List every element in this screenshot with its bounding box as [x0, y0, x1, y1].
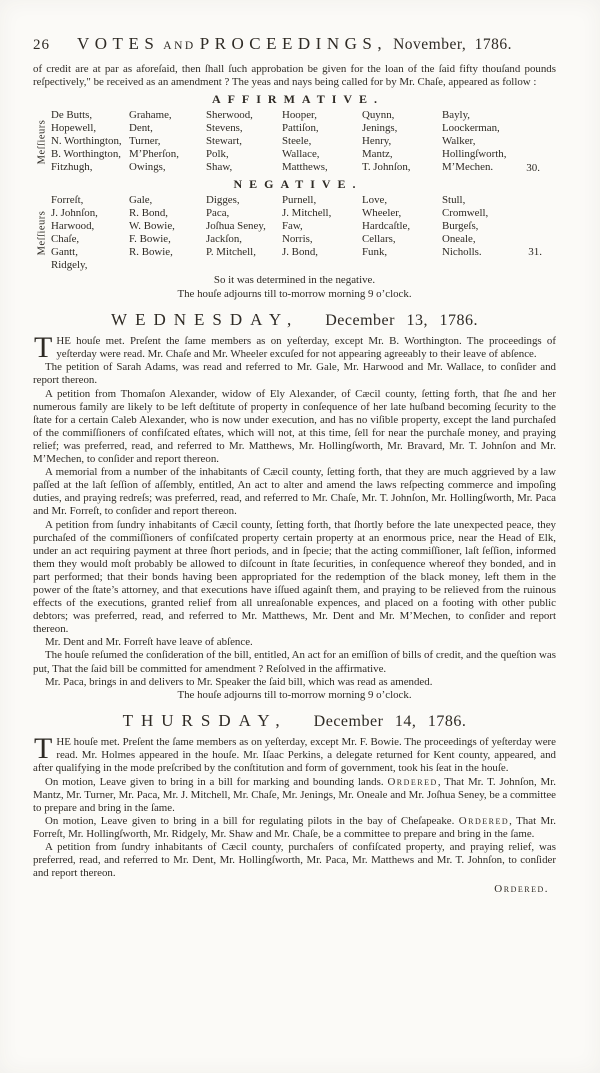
member-name: Chaſe,: [51, 233, 80, 246]
paragraph-text: A petition from ſundry inhabitants of Cæcil county, purchaſers of confiſcated property, and praying relief, was preferred, read, and referred to Mr. Dent, Mr. Hollingſworth, Mr. Paca, Mr. Matthews and Mr. T. Johnſon, to conſider and report thereon.: [33, 840, 556, 880]
drop-cap: T: [34, 331, 53, 365]
messieurs-label: Meſſieurs: [36, 119, 48, 165]
member-name: Stull,: [442, 194, 466, 207]
paragraph-text: HE houſe met. Preſent the ſame members as on yeſterday, except Mr. F. Bowie. The proceedings of yeſterday were read. Mr. Holmes appeared in the houſe. Mr. Iſaac Perkins, a delegate returned for Kent county, appeared, and after qualifying in the mode preſcribed by the conſtitution and form of government, took his ſeat in the houſe.: [33, 736, 556, 775]
member-name: Stevens,: [206, 122, 243, 135]
member-name: J. Mitchell,: [282, 207, 332, 220]
vote-column: [129, 194, 206, 272]
small-caps-text: Ordered: [458, 814, 510, 827]
member-name: Turner,: [129, 135, 161, 148]
paragraph: [33, 636, 556, 649]
member-name: Gale,: [129, 194, 153, 207]
member-name: B. Worthington,: [51, 148, 122, 161]
vote-column: [51, 109, 129, 174]
messieurs-label: Meſſieurs: [36, 210, 48, 256]
paragraph: [33, 331, 556, 365]
vote-column: [362, 194, 442, 272]
paragraph-text: HE houſe met. Preſent the ſame members as on yeſterday, except Mr. B. Worthington. The proceedings of yeſterday were read. Mr. Chaſe and Mr. Wheeler excuſed for not appearing agreeably to their leave of abſence.: [56, 335, 556, 361]
member-name: Digges,: [206, 194, 240, 207]
member-name: Quynn,: [362, 109, 395, 122]
member-name: Polk,: [206, 148, 229, 161]
member-name: Nicholls.: [442, 246, 482, 259]
member-name: Gantt,: [51, 246, 78, 259]
paragraph-text: , That Mr. T. Johnſon, Mr. Mantz, Mr. Turner, Mr. Paca, Mr. J. Mitchell, Mr. Chaſe, Mr. Jenings, Mr. Oneale and Mr. Joſhua Seney, be a committee to prepare and bring in the ſame.: [33, 775, 556, 814]
paragraph-text: A petition from Thomaſon Alexander, widow of Ely Alexander, of Cæcil county, ſetting forth, that ſhe and her numerous family are likely to be left deſtitute of property in conſequence of her late huſband becoming ſecurity to the ſtate for a certain Caleb Alexander, who is now under execution, and has no viſible property, except the land purchaſed of the commiſſioners of confiſcated eſtates, which will not, at this time, ſell for near the purchaſe money, and praying relief; was preferred, read, and referred to Mr. Matthews, Mr. Hollingſworth, Mr. Bravard, Mr. T. Johnſon and Mr. M’Mechen, to conſider and report thereon.: [33, 387, 556, 466]
vote-column: [206, 194, 282, 272]
wednesday-heading: [33, 310, 556, 330]
vote-column: [206, 109, 282, 174]
member-name: Henry,: [362, 135, 392, 148]
negative-vote-table: [33, 194, 556, 272]
member-name: Bayly,: [442, 109, 471, 122]
paragraph-text: Mr. Paca, brings in and delivers to Mr. Speaker the ſaid bill, which was read as amended.: [45, 675, 433, 688]
member-name: Cromwell,: [442, 207, 489, 220]
member-name: Matthews,: [282, 161, 328, 174]
affirmative-heading: AFFIRMATIVE.: [211, 92, 385, 107]
affirmative-vote-table: [33, 109, 556, 174]
title-and: AND: [163, 40, 196, 52]
member-name: Purnell,: [282, 194, 317, 207]
paragraph-text: A petition from ſundry inhabitants of Cæcil county, ſetting forth, that ſhortly before the late unexpected peace, they purchaſed of the commiſſioners of confiſcated property certain property at an enormous price, near the Head of Elk, under an act requiring payment at three ſhort periods, and in ſpecie; that the acting commiſſioner, laſt ſeſſion, informed them they would moſt probably be allowed to diſcount in ſtate ſecurities, in conſequence whereof they bonded, and in part performed; that their bonds having been appropriated for the redemption of the black money, left them in the power of the ſtate’s attorney, and that executions have iſſued againſt them, and praying to be relieved from the ruinous effects of the executions, granted relief from all unreaſonable expences, and placed on a footing with other public debtors; was preferred, read, and referred to Mr. Matthews, Mr. Dent and Mr. M’Mechen, to conſider and report thereon.: [33, 518, 556, 636]
member-name: J. Bond,: [282, 246, 319, 259]
member-name: R. Bowie,: [129, 246, 173, 259]
vote-result-line: So it was determined in the negative.: [213, 274, 376, 287]
paragraph: [33, 676, 556, 689]
title-votes: VOTES: [77, 34, 160, 53]
paragraph-text: Mr. Dent and Mr. Forreſt have leave of abſence.: [45, 636, 253, 649]
paragraph: [33, 361, 556, 387]
vote-column: [362, 109, 442, 174]
wednesday-day-name: WEDNESDAY,: [111, 310, 300, 330]
member-name: Forreſt,: [51, 194, 84, 207]
wednesday-date: December 13, 1786.: [325, 312, 478, 330]
member-name: Sherwood,: [206, 109, 253, 122]
member-name: Hooper,: [282, 109, 317, 122]
member-name: M’Mechen.: [442, 161, 494, 174]
vote-column: [129, 109, 206, 174]
title-proceedings: PROCEEDINGS,: [199, 34, 388, 53]
member-name: Jenings,: [362, 122, 398, 135]
member-name: P. Mitchell,: [206, 246, 256, 259]
paragraph: [33, 649, 556, 675]
negative-heading: NEGATIVE.: [233, 177, 363, 192]
paragraph: [33, 519, 556, 637]
paragraph-text: A memorial from a number of the inhabitants of Cæcil county, ſetting forth, that they are much aggrieved by a law paſſed at the laſt ſeſſion of aſſembly, entitled, An act to alter and amend the laws reſpecting commerce and impoſing duties, and praying redreſs; was preferred, read, and referred to Mr. Chaſe, Mr. T. Johnſon, Mr. Hollingſworth, Mr. Paca and Mr. Forreſt, to conſider and report thereon.: [33, 466, 556, 518]
member-name: Harwood,: [51, 220, 95, 233]
thursday-paragraphs: [33, 732, 556, 880]
paragraph: [33, 732, 556, 775]
title-date: November, 1786.: [393, 36, 513, 53]
member-name: Faw,: [282, 220, 303, 233]
thursday-date: December 14, 1786.: [313, 713, 467, 731]
vote-column: [442, 194, 556, 272]
member-name: Hopewell,: [51, 122, 97, 135]
member-name: W. Bowie,: [129, 220, 175, 233]
paragraph-text: On motion, Leave given to bring in a bill for marking and bounding lands.: [45, 775, 388, 788]
member-name: Pattiſon,: [282, 122, 319, 135]
vote-column: [282, 194, 362, 272]
small-caps-text: Ordered: [387, 775, 438, 788]
paragraph: [33, 815, 556, 841]
member-name: Ridgely,: [51, 259, 88, 272]
wednesday-paragraphs: [33, 331, 556, 689]
drop-cap: T: [34, 732, 53, 766]
member-name: Wheeler,: [362, 207, 402, 220]
member-name: Stewart,: [206, 135, 242, 148]
paragraph-text: The houſe reſumed the conſideration of the bill, entitled, An act for an emiſſion of bills of credit, and the queſtion was put, That the ſaid bill be committed for amendment ? Reſolved in the affirmative.: [33, 649, 556, 675]
vote-column: [51, 194, 129, 272]
member-name: T. Johnſon,: [362, 161, 411, 174]
paragraph-text: On motion, Leave given to bring in a bill for regulating pilots in the bay of Cheſapeake.: [45, 814, 459, 827]
paragraph-text: , That Mr. Forreſt, Mr. Hollingſworth, Mr. Ridgely, Mr. Shaw and Mr. Chaſe, be a committee to prepare and bring in the ſame.: [33, 814, 556, 840]
member-name: Mantz,: [362, 148, 393, 161]
member-name: Burgeſs,: [442, 220, 479, 233]
adjourn-line-tuesday: The houſe adjourns till to-morrow morning 9 o’clock.: [177, 287, 412, 300]
paragraph: [33, 466, 556, 518]
paragraph: [33, 388, 556, 467]
member-name: Hollingſworth,: [442, 148, 507, 161]
member-name: Grahame,: [129, 109, 172, 122]
member-name: Walker,: [442, 135, 476, 148]
member-name: N. Worthington,: [51, 135, 122, 148]
member-name: Love,: [362, 194, 388, 207]
member-name: Fitzhugh,: [51, 161, 93, 174]
member-name: Loockerman,: [442, 122, 500, 135]
member-name: M’Pherſon,: [129, 148, 179, 161]
paragraph: [33, 841, 556, 880]
paragraph: [33, 776, 556, 815]
adjourn-line-wednesday: The houſe adjourns till to-morrow morning 9 o’clock.: [177, 688, 412, 701]
page-number: 26: [33, 37, 50, 53]
member-name: F. Bowie,: [129, 233, 171, 246]
member-name: Steele,: [282, 135, 312, 148]
thursday-heading: [33, 711, 556, 731]
member-name: Cellars,: [362, 233, 396, 246]
vote-tally: 30.: [526, 162, 540, 175]
member-name: Wallace,: [282, 148, 320, 161]
member-name: Dent,: [129, 122, 153, 135]
member-name: Jackſon,: [206, 233, 242, 246]
vote-column: [282, 109, 362, 174]
member-name: Owings,: [129, 161, 166, 174]
member-name: Joſhua Seney,: [206, 220, 266, 233]
page-header: [33, 34, 556, 54]
paragraph-text: The petition of Sarah Adams, was read and referred to Mr. Gale, Mr. Harwood and Mr. Wallace, to conſider and report thereon.: [33, 361, 556, 387]
thursday-day-name: THURSDAY,: [122, 711, 288, 731]
member-name: R. Bond,: [129, 207, 169, 220]
member-name: Oneale,: [442, 233, 476, 246]
member-name: J. Johnſon,: [51, 207, 98, 220]
member-name: Shaw,: [206, 161, 233, 174]
catchword-ordered: Ordered.: [494, 883, 549, 896]
member-name: Norris,: [282, 233, 313, 246]
member-name: Funk,: [362, 246, 388, 259]
member-name: Paca,: [206, 207, 230, 220]
member-name: Hardcaſtle,: [362, 220, 411, 233]
member-name: De Butts,: [51, 109, 93, 122]
vote-tally: 31.: [528, 246, 542, 259]
intro-paragraph: of credit are at par as aforeſaid, then ſhall ſuch approbation be given for the loan of the ſaid fifty thouſand pounds reſpectively," be received as an amendment ? The yeas and nays being called for by Mr. Chaſe, appeared as follow :: [33, 63, 556, 89]
